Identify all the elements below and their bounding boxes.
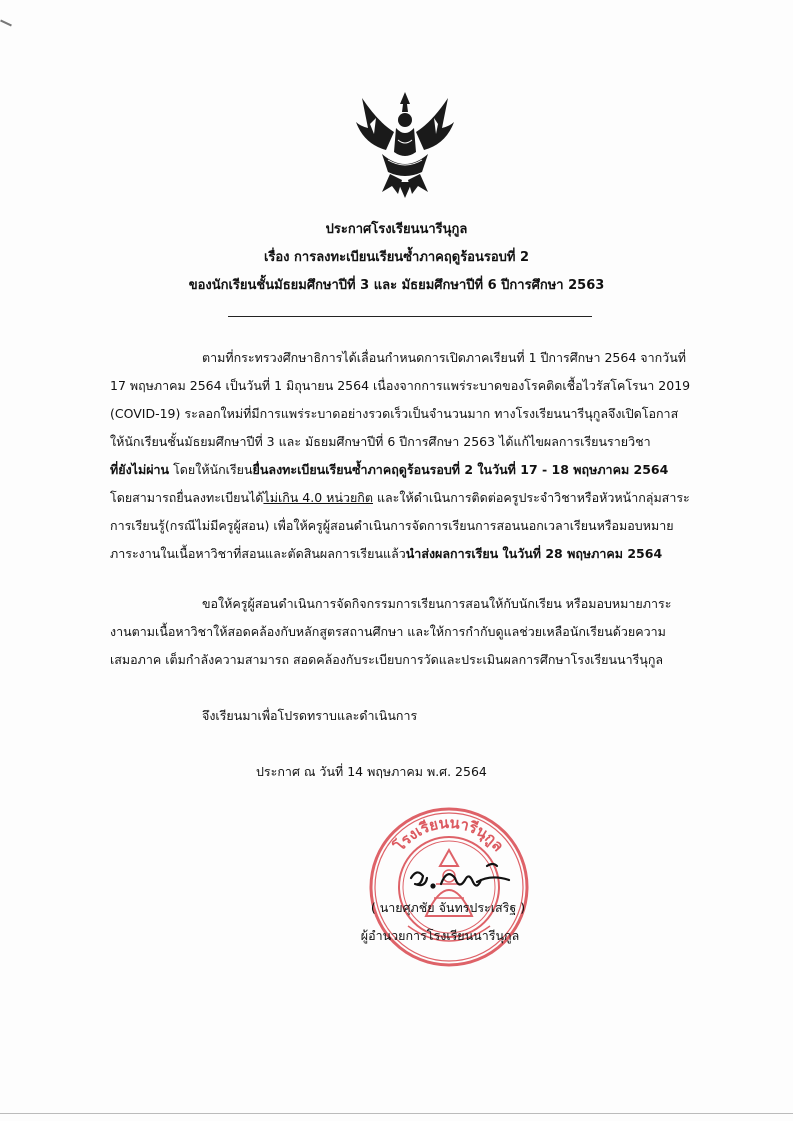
signer-name: ( นายศุภชัย จันทรประเสริฐ ) xyxy=(370,900,526,915)
paragraph-line: การเรียนรู้(กรณีไม่มีครูผู้สอน) เพื่อให้ครูผู้สอนดำเนินการจัดการเรียนการสอนนอกเวลาเรียนหรือมอบหมาย xyxy=(110,518,674,533)
plain-text: ภาระงานในเนื้อหาวิชาที่สอนและตัดสินผลการเรียนแล้ว xyxy=(110,546,406,561)
paragraph-line: ตามที่กระทรวงศึกษาธิการได้เลื่อนกำหนดการเปิดภาคเรียนที่ 1 ปีการศึกษา 2564 จากวันที่ xyxy=(202,350,686,365)
closing-line: จึงเรียนมาเพื่อโปรดทราบและดำเนินการ xyxy=(202,708,418,723)
bold-text: ที่ยังไม่ผ่าน xyxy=(110,462,170,477)
paragraph-line: ขอให้ครูผู้สอนดำเนินการจัดกิจกรรมการเรียนการสอนให้กับนักเรียน หรือมอบหมายภาระ xyxy=(202,596,672,611)
paragraph-line: เสมอภาค เต็มกำลังความสามารถ สอดคล้องกับระเบียบการวัดและประเมินผลการศึกษาโรงเรียนนารีนุกูล xyxy=(110,652,664,667)
bold-text: นำส่งผลการเรียน ในวันที่ 28 พฤษภาคม 2564 xyxy=(405,546,663,561)
paragraph-2 xyxy=(110,590,710,674)
plain-text: โดยสามารถยื่นลงทะเบียนได้ xyxy=(110,490,264,505)
paragraph-line xyxy=(110,456,710,484)
announcement-date: ประกาศ ณ วันที่ 14 พฤษภาคม พ.ศ. 2564 xyxy=(256,764,487,779)
title-divider xyxy=(228,316,592,317)
announcement-subject: เรื่อง การลงทะเบียนเรียนซ้ำภาคฤดูร้อนรอบที่ 2 xyxy=(263,250,530,265)
paragraph-line: (COVID-19) ระลอกใหม่ที่มีการแพร่ระบาดอย่างรวดเร็วเป็นจำนวนมาก ทางโรงเรียนนารีนุกูลจึงเปิดโอกาส xyxy=(110,406,679,421)
signer-title: ผู้อำนวยการโรงเรียนนารีนุกูล xyxy=(360,928,520,943)
seal-text: โรงเรียนนารีนุกูล xyxy=(390,813,508,855)
paragraph-line: งานตามเนื้อหาวิชาให้สอดคล้องกับหลักสูตรสถานศึกษา และให้การกำกับดูแลช่วยเหลือนักเรียนด้วยความ xyxy=(110,624,666,639)
paragraph-line xyxy=(110,484,710,512)
announcement-audience: ของนักเรียนชั้นมัธยมศึกษาปีที่ 3 และ มัธยมศึกษาปีที่ 6 ปีการศึกษา 2563 xyxy=(188,278,605,293)
plain-text: โดยให้นักเรียน xyxy=(169,462,253,477)
paragraph-line: ให้นักเรียนชั้นมัธยมศึกษาปีที่ 3 และ มัธยมศึกษาปีที่ 6 ปีการศึกษา 2563 ได้แก้ไขผลการเรียนรายวิชา xyxy=(110,434,651,449)
underlined-text: ไม่เกิน 4.0 หน่วยกิต xyxy=(263,490,373,505)
paragraph-1 xyxy=(110,344,710,568)
announcement-title: ประกาศโรงเรียนนารีนุกูล xyxy=(325,222,468,237)
paragraph-line: 17 พฤษภาคม 2564 เป็นวันที่ 1 มิถุนายน 2564 เนื่องจากการแพร่ระบาดของโรคติดเชื้อไวรัสโคโรนา 2019 xyxy=(110,378,691,393)
garuda-emblem-icon xyxy=(352,88,458,198)
scan-mark xyxy=(0,20,12,27)
bold-text: ยื่นลงทะเบียนเรียนซ้ำภาคฤดูร้อนรอบที่ 2 ในวันที่ 17 - 18 พฤษภาคม 2564 xyxy=(252,462,669,477)
paragraph-line xyxy=(110,540,710,568)
page-bottom-edge xyxy=(0,1113,793,1114)
signature-mark xyxy=(407,860,515,900)
plain-text: และให้ดำเนินการติดต่อครูประจำวิชาหรือหัวหน้ากลุ่มสาระ xyxy=(372,490,690,505)
